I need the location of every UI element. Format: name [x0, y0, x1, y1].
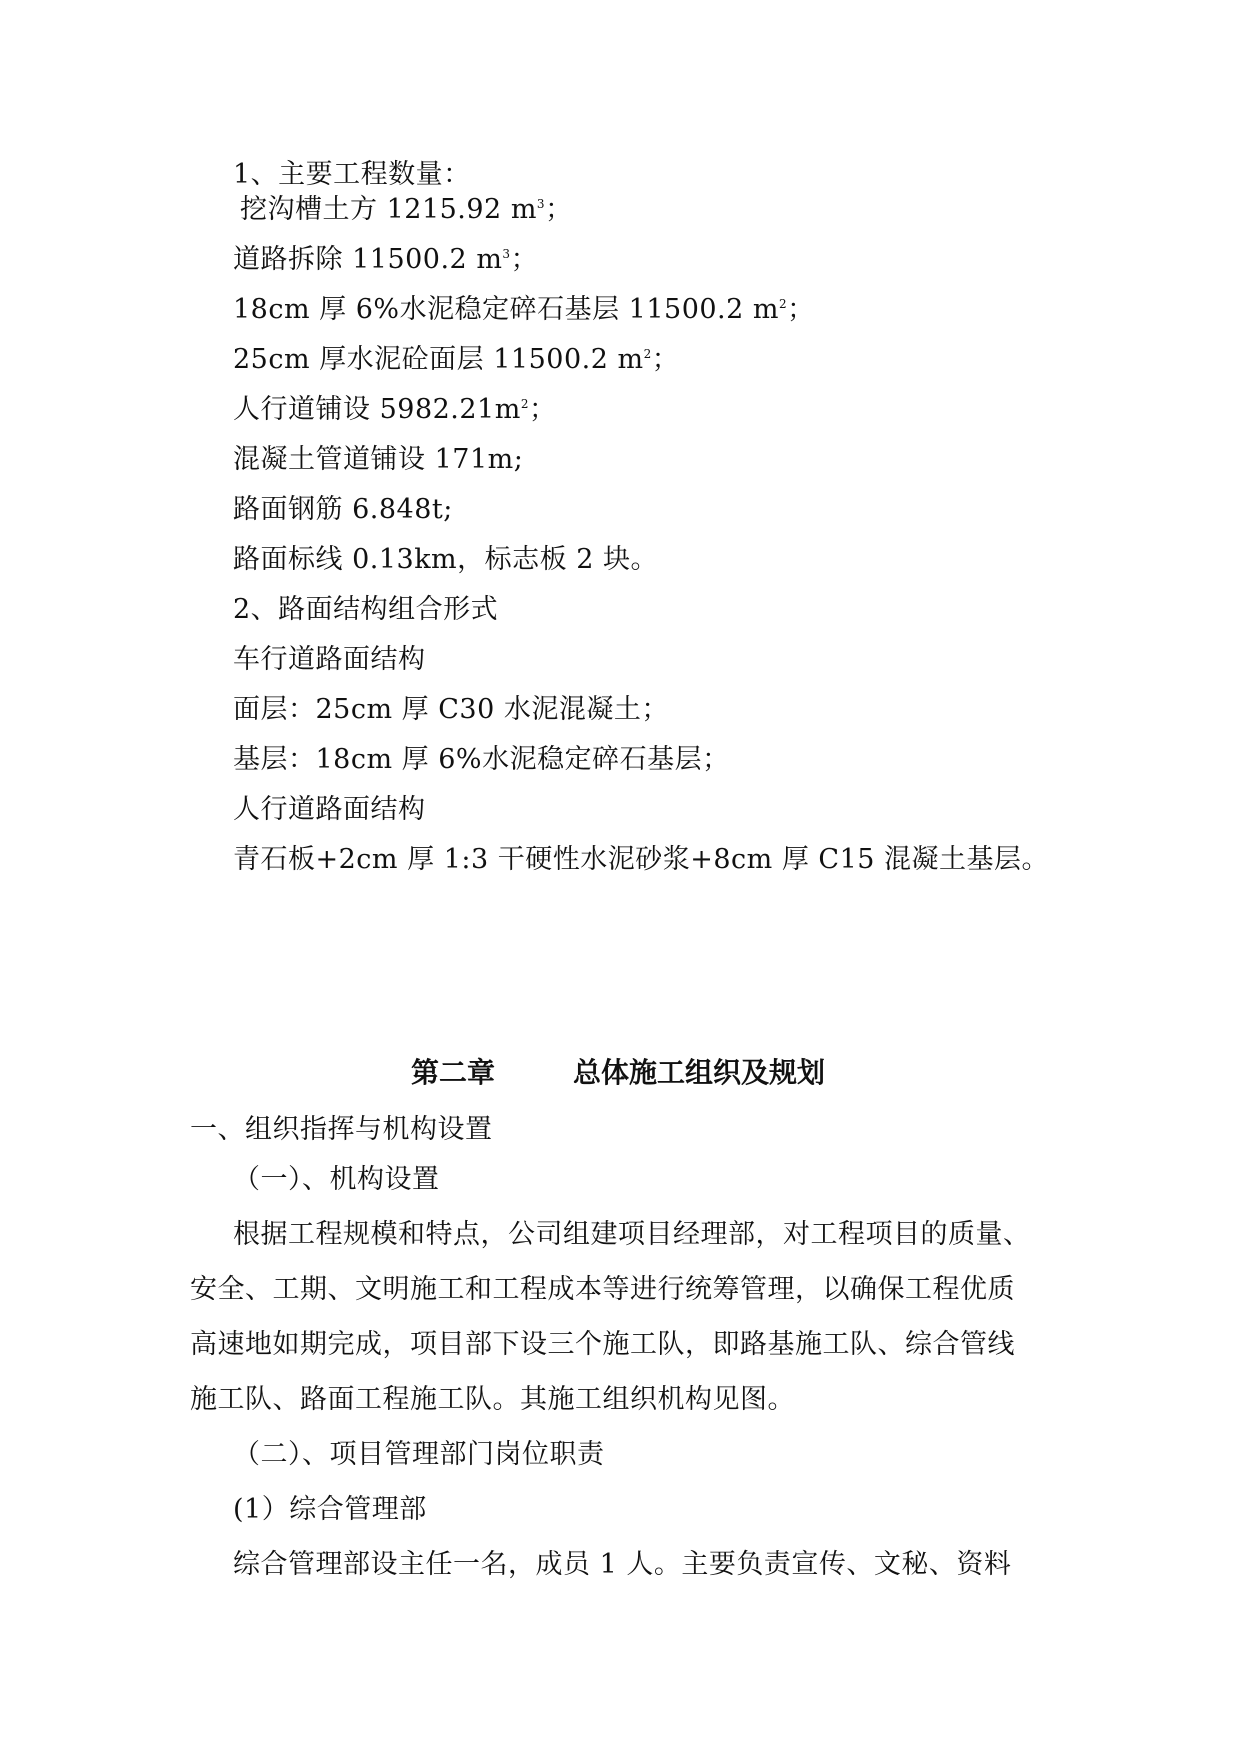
quantity-item: 混凝土管道铺设 171m;: [233, 444, 524, 475]
quantity-item: 25cm 厚水泥砼面层 11500.2 $m^2$；: [233, 344, 680, 375]
structure-heading: 2、路面结构组合形式: [233, 594, 499, 625]
quantity-item: 路面钢筋 6.848t;: [233, 494, 453, 525]
paragraph-line: 根据工程规模和特点，公司组建项目经理部，对工程项目的质量、: [233, 1219, 1031, 1250]
road-structure-heading: 车行道路面结构: [233, 644, 426, 675]
paragraph-line: 施工队、路面工程施工队。其施工组织机构见图。: [190, 1384, 795, 1415]
sidewalk-structure-detail: 青石板+2cm 厚 1:3 干硬性水泥砂浆+8cm 厚 C15 混凝土基层。: [233, 844, 1050, 875]
paragraph-line: 综合管理部设主任一名，成员 1 人。主要负责宣传、文秘、资料: [233, 1549, 1012, 1580]
paragraph-line: 高速地如期完成，项目部下设三个施工队，即路基施工队、综合管线: [190, 1329, 1015, 1360]
quantity-item: 人行道铺设 $5982.21m^2$；: [233, 394, 557, 425]
chapter-title: 总体施工组织及规划: [573, 1056, 826, 1089]
chapter-number: 第二章: [411, 1056, 496, 1089]
quantity-item: 道路拆除 11500.2 $m^3$；: [233, 244, 539, 275]
quantity-item: 路面标线 0.13km，标志板 2 块。: [233, 544, 659, 575]
quantity-item: 挖沟槽土方 1215.92 $m^3$；: [240, 194, 573, 225]
surface-layer-text: 面层：25cm 厚 C30 水泥混凝土；: [233, 694, 669, 725]
base-layer-text: 基层：18cm 厚 6%水泥稳定碎石基层；: [233, 744, 730, 775]
department-heading: (1）综合管理部: [233, 1494, 427, 1525]
quantities-heading: 1、主要工程数量：: [233, 159, 471, 190]
sidewalk-structure-heading: 人行道路面结构: [233, 794, 426, 825]
section-heading: 一、组织指挥与机构设置: [190, 1114, 493, 1145]
paragraph-line: 安全、工期、文明施工和工程成本等进行统筹管理，以确保工程优质: [190, 1274, 1015, 1305]
quantity-item: 18cm 厚 6%水泥稳定碎石基层 11500.2 $m^2$；: [233, 294, 815, 325]
subsection-heading: （二）、项目管理部门岗位职责: [233, 1439, 605, 1470]
subsection-heading: （一）、机构设置: [233, 1164, 440, 1195]
